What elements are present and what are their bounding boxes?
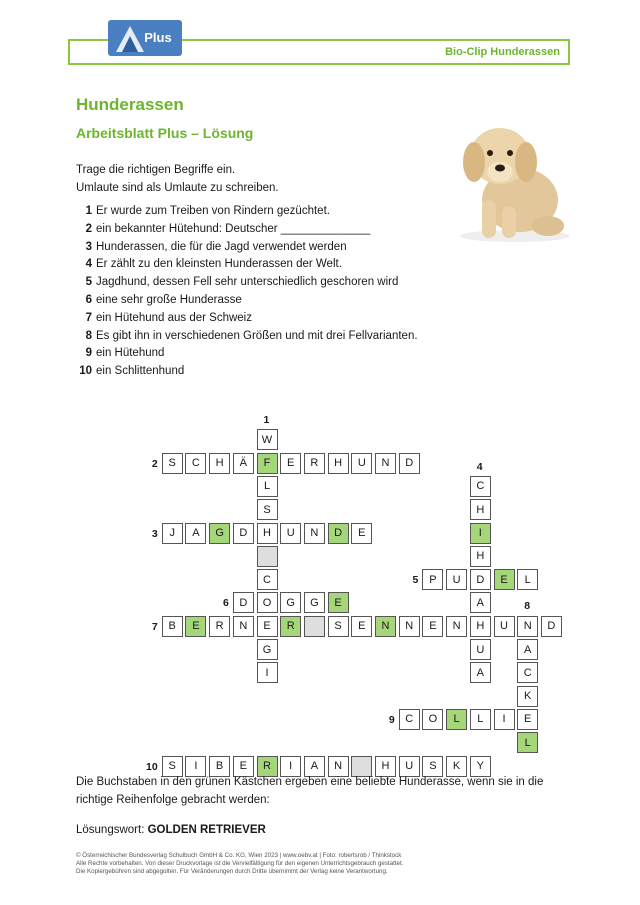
logo-text: Plus	[144, 30, 172, 45]
crossword-cell: E	[494, 569, 515, 590]
crossword-cell: G	[304, 592, 325, 613]
crossword-cell: U	[280, 523, 301, 544]
crossword-cell: U	[351, 453, 372, 474]
crossword-cell: S	[422, 756, 443, 777]
footer-line: Alle Rechte vorbehalten. Von dieser Druckvorlage ist die Vervielfältigung für den eigenen Unterrichtsgebrauch gestattet.	[76, 860, 404, 867]
crossword-cell: U	[399, 756, 420, 777]
crossword-cell: U	[446, 569, 467, 590]
crossword-cell: I	[185, 756, 206, 777]
crossword-cell: N	[446, 616, 467, 637]
crossword-cell: N	[375, 616, 396, 637]
crossword-cell: B	[162, 616, 183, 637]
crossword-cell: U	[494, 616, 515, 637]
crossword-cell: N	[304, 523, 325, 544]
crossword-cell: G	[280, 592, 301, 613]
series-title: Bio-Clip Hunderassen	[445, 46, 560, 58]
clue-item: 10 ein Schlittenhund	[79, 365, 185, 378]
crossword-cell: N	[233, 616, 254, 637]
crossword-cell: L	[517, 732, 538, 753]
crossword-cell: R	[209, 616, 230, 637]
crossword-cell: L	[446, 709, 467, 730]
crossword-cell: G	[257, 639, 278, 660]
page-title: Hunderassen	[76, 95, 184, 114]
solution-instructions: Die Buchstaben in den grünen Kästchen ergeben eine beliebte Hunderasse, wenn sie in die richtige Reihenfolge gebracht werden:	[76, 776, 544, 806]
clue-item: 3 Hunderassen, die für die Jagd verwendet werden	[85, 240, 347, 253]
crossword-cell: R	[280, 616, 301, 637]
crossword-cell: E	[351, 616, 372, 637]
crossword-cell: H	[470, 616, 491, 637]
crossword-cell: D	[541, 616, 562, 637]
crossword-cell: C	[517, 662, 538, 683]
crossword-cell: O	[422, 709, 443, 730]
crossword-cell: D	[470, 569, 491, 590]
crossword-cell: I	[280, 756, 301, 777]
crossword-cell: G	[209, 523, 230, 544]
crossword-cell: E	[351, 523, 372, 544]
crossword-cell: W	[257, 429, 278, 450]
clue-item: 4 Er zählt zu den kleinsten Hunderassen der Welt.	[85, 258, 342, 271]
crossword-cell: C	[399, 709, 420, 730]
crossword-cell: E	[517, 709, 538, 730]
clue-item: 2 ein bekannter Hütehund: Deutscher ______________	[85, 222, 371, 235]
crossword-cell: H	[375, 756, 396, 777]
clue-list	[76, 203, 418, 381]
puppy-image	[420, 108, 580, 248]
crossword-number-2: 2	[151, 457, 158, 470]
crossword-cell: S	[162, 453, 183, 474]
crossword-cell: H	[470, 499, 491, 520]
crossword-cell: S	[328, 616, 349, 637]
solution-label: Lösungswort:	[76, 824, 145, 836]
crossword-number-6: 6	[222, 597, 229, 610]
crossword-cell: D	[328, 523, 349, 544]
page-subtitle: Arbeitsblatt Plus – Lösung	[76, 125, 254, 141]
crossword-cell: C	[470, 476, 491, 497]
crossword-cell: C	[257, 569, 278, 590]
crossword-cell: E	[280, 453, 301, 474]
crossword-cell: B	[209, 756, 230, 777]
clue-item: 5 Jagdhund, dessen Fell sehr unterschiedlich geschoren wird	[85, 276, 399, 289]
crossword-cell: L	[257, 476, 278, 497]
crossword-cell: L	[470, 709, 491, 730]
crossword-number-9: 9	[388, 713, 395, 726]
footer-line: © Österreichischer Bundesverlag Schulbuch GmbH & Co. KG, Wien 2023 | www.oebv.at | Foto: robertsrob / Thinkstock	[76, 852, 402, 859]
crossword-cell: H	[209, 453, 230, 474]
clue-item: 6 eine sehr große Hunderasse	[85, 293, 242, 306]
crossword-cell	[304, 616, 325, 637]
crossword-cell: N	[399, 616, 420, 637]
instructions	[76, 161, 279, 197]
crossword-cell: E	[328, 592, 349, 613]
crossword-number-4: 4	[476, 460, 483, 473]
crossword-cell: A	[470, 662, 491, 683]
crossword-cell: R	[304, 453, 325, 474]
crossword-cell: N	[375, 453, 396, 474]
crossword-cell: C	[185, 453, 206, 474]
crossword-cell: S	[162, 756, 183, 777]
crossword-cell: D	[233, 592, 254, 613]
crossword-cell	[257, 546, 278, 567]
crossword-number-7: 7	[151, 620, 158, 633]
crossword-cell: D	[233, 523, 254, 544]
crossword-cell: H	[470, 546, 491, 567]
solution-word: GOLDEN RETRIEVER	[147, 824, 266, 836]
crossword-number-8: 8	[524, 600, 531, 613]
crossword-cell: R	[257, 756, 278, 777]
instruction-line: Trage die richtigen Begriffe ein.	[76, 164, 236, 176]
crossword-cell: A	[185, 523, 206, 544]
footer-line: Die Kopiergebühren sind abgegolten. Für Veränderungen durch Dritte übernimmt der Verlag keine Verantwortung.	[76, 868, 388, 875]
crossword-cell: E	[422, 616, 443, 637]
crossword-cell: F	[257, 453, 278, 474]
crossword-cell: N	[517, 616, 538, 637]
crossword-cell: P	[422, 569, 443, 590]
crossword-cell: D	[399, 453, 420, 474]
crossword-cell: E	[185, 616, 206, 637]
crossword-cell: H	[328, 453, 349, 474]
crossword-cell: N	[328, 756, 349, 777]
crossword-cell: J	[162, 523, 183, 544]
crossword-cell: U	[470, 639, 491, 660]
crossword-number-10: 10	[146, 760, 158, 773]
clue-item: 7 ein Hütehund aus der Schweiz	[85, 311, 252, 324]
crossword-cell: H	[257, 523, 278, 544]
crossword-cell: L	[517, 569, 538, 590]
crossword-number-3: 3	[151, 527, 158, 540]
crossword-cell: I	[470, 523, 491, 544]
crossword-number-1: 1	[263, 414, 270, 426]
copyright-footer	[76, 852, 403, 876]
crossword-cell: E	[233, 756, 254, 777]
crossword-cell: A	[470, 592, 491, 613]
solution-line	[76, 824, 266, 836]
crossword-number-5: 5	[412, 574, 419, 587]
crossword-cell: K	[517, 686, 538, 707]
crossword-cell: A	[517, 639, 538, 660]
crossword-cell: Y	[470, 756, 491, 777]
crossword-cell: I	[494, 709, 515, 730]
clue-item: 9 ein Hütehund	[85, 347, 165, 360]
instruction-line: Umlaute sind als Umlaute zu schreiben.	[76, 182, 279, 194]
crossword-cell: O	[257, 592, 278, 613]
plus-logo	[108, 20, 182, 56]
crossword-cell: S	[257, 499, 278, 520]
crossword-cell: A	[304, 756, 325, 777]
clue-item: 1 Er wurde zum Treiben von Rindern gezüchtet.	[85, 205, 330, 217]
clue-item: 8 Es gibt ihn in verschiedenen Größen und mit drei Fellvarianten.	[85, 329, 418, 342]
crossword-cell: K	[446, 756, 467, 777]
crossword-cell: I	[257, 662, 278, 683]
crossword-cell: Ä	[233, 453, 254, 474]
crossword-cell: E	[257, 616, 278, 637]
